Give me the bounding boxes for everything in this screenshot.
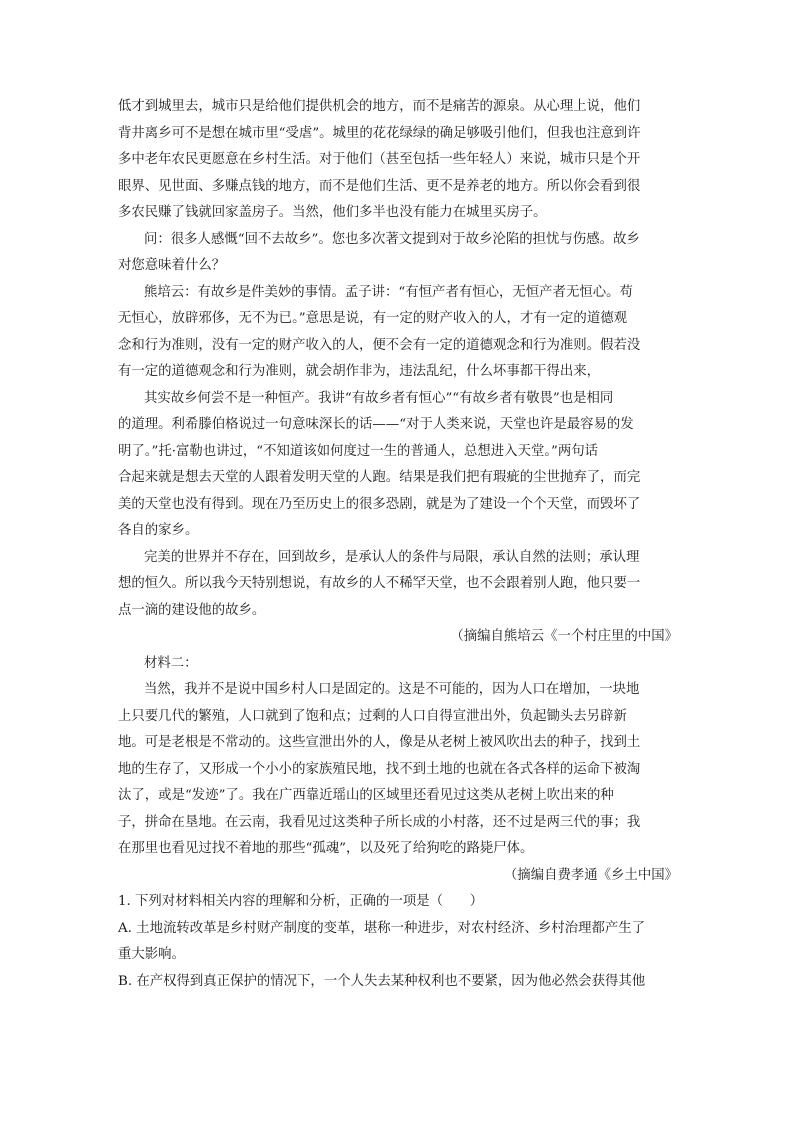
paragraph-rural-population: [118, 677, 678, 863]
text-line: 多中老年农民更愿意在乡村生活。对于他们（甚至包括一些年轻人）来说，城市只是个开: [118, 152, 641, 167]
text-line: B. 在产权得到真正保护的情况下，一个人失去某种权利也不要紧，因为他必然会获得其他: [118, 973, 646, 989]
paragraph-hometown-property: [118, 386, 678, 545]
text-line: 背井离乡可不是想在城市里“受虐”。城里的花花绿绿的确足够吸引他们，但我也注意到许: [118, 125, 641, 141]
text-line: 有一定的道德观念和行为准则，就会胡作非为，违法乱纪，什么坏事都干得出来，: [118, 364, 601, 379]
text-line: 完美的世界并不存在，回到故乡，是承认人的条件与局限，承认自然的法则；承认理: [144, 549, 640, 565]
text-line: （摘编自熊培云《一个村庄里的中国》: [450, 629, 678, 644]
text-line: 1. 下列对材料相关内容的理解和分析，正确的一项是（ ）: [118, 894, 484, 909]
source-citation-xiong: [118, 624, 678, 651]
text-line: A. 土地流转改革是乡村财产制度的变革，堪称一种进步，对农村经济、乡村治理都产生了: [118, 920, 646, 936]
paragraph-city-opportunity: [118, 94, 678, 227]
question-1-option-b: [118, 969, 678, 996]
text-line: 对您意味着什么？: [118, 258, 226, 273]
text-line: 上只要几代的繁殖，人口就到了饱和点；过剩的人口自得宣泄出外，负起锄头去另辟新: [118, 708, 627, 724]
text-line: 低才到城里去，城市只是给他们提供机会的地方，而不是痛苦的源泉。从心理上说，他们: [118, 99, 641, 114]
paragraph-perfect-world: [118, 545, 678, 625]
text-line: 多农民赚了钱就回家盖房子。当然，他们多半也没有能力在城里买房子。: [118, 205, 547, 220]
text-line: 地的生存了，又形成一个小小的家族殖民地，找不到土地的也就在各式各样的运命下被淘: [118, 761, 641, 777]
material-two-heading: [118, 651, 678, 678]
text-line: 汰了，或是“发迹”了。我在广西靠近瑶山的区域里还看见过这类从老树上吹出来的种: [118, 788, 614, 803]
text-line: 各自的家乡。: [118, 523, 199, 538]
text-line: 美的天堂也没有得到。现在乃至历史上的很多恐剧，就是为了建设一个个天堂，而毁坏了: [118, 496, 641, 512]
text-line: 的道理。利希滕伯格说过一句意味深长的话——“对于人类来说，天堂也许是最容易的发: [118, 417, 634, 432]
text-line: 点一滴的建设他的故乡。: [118, 602, 266, 618]
text-line: 当然，我并不是说中国乡村人口是固定的。这是不可能的，因为人口在增加，一块地: [144, 682, 640, 697]
text-line: 材料二：: [144, 655, 198, 671]
text-line: 明了。”托·富勒也讲过，“不知道该如何度过一生的普通人，总想进入天堂。”两句话: [118, 443, 599, 459]
question-1-option-a: [118, 916, 678, 969]
text-line: 子，拼命在垦地。在云南，我看见过这类种子所长成的小村落，还不过是两三代的事；我: [118, 814, 641, 830]
text-line: 眼界、见世面、多赚点钱的地方，而不是他们生活、更不是养老的地方。所以你会看到很: [118, 178, 641, 194]
text-line: 在那里也看见过找不着地的那些“孤魂”，以及死了给狗吃的路毙尸体。: [118, 841, 534, 856]
text-line: 问：很多人感慨“回不去故乡”。您也多次著文提到对于故乡沦陷的担忧与伤感。故乡: [144, 231, 640, 247]
text-line: 其实故乡何尝不是一种恒产。我讲“有故乡者有恒心”“有故乡者有敬畏”也是相同: [144, 390, 614, 406]
document-body: [118, 94, 678, 995]
text-line: 熊培云：有故乡是件美妙的事情。孟子讲：“有恒产者有恒心，无恒产者无恒心。苟: [144, 284, 633, 300]
paragraph-question: [118, 227, 678, 280]
paragraph-answer-mencius: [118, 280, 678, 386]
text-line: （摘编自费孝通《乡土中国》: [503, 867, 678, 883]
text-line: 想的恒久。所以我今天特别想说，有故乡的人不稀罕天堂，也不会跟着别人跑，他只要一: [118, 576, 641, 591]
question-1-stem: [118, 889, 678, 916]
text-line: 地。可是老根是不常动的。这些宣泄出外的人，像是从老树上被风吹出去的种子，找到土: [118, 735, 641, 750]
text-line: 合起来就是想去天堂的人跟着发明天堂的人跑。结果是我们把有瑕疵的尘世抛弃了，而完: [118, 470, 641, 485]
text-line: 念和行为准则，没有一定的财产收入的人，便不会有一定的道德观念和行为准则。假若没: [118, 337, 641, 353]
text-line: 重大影响。: [118, 947, 185, 962]
source-citation-fei: [118, 863, 678, 890]
text-line: 无恒心，放辟邪侈，无不为已。”意思是说，有一定的财产收入的人，才有一定的道德观: [118, 311, 627, 326]
